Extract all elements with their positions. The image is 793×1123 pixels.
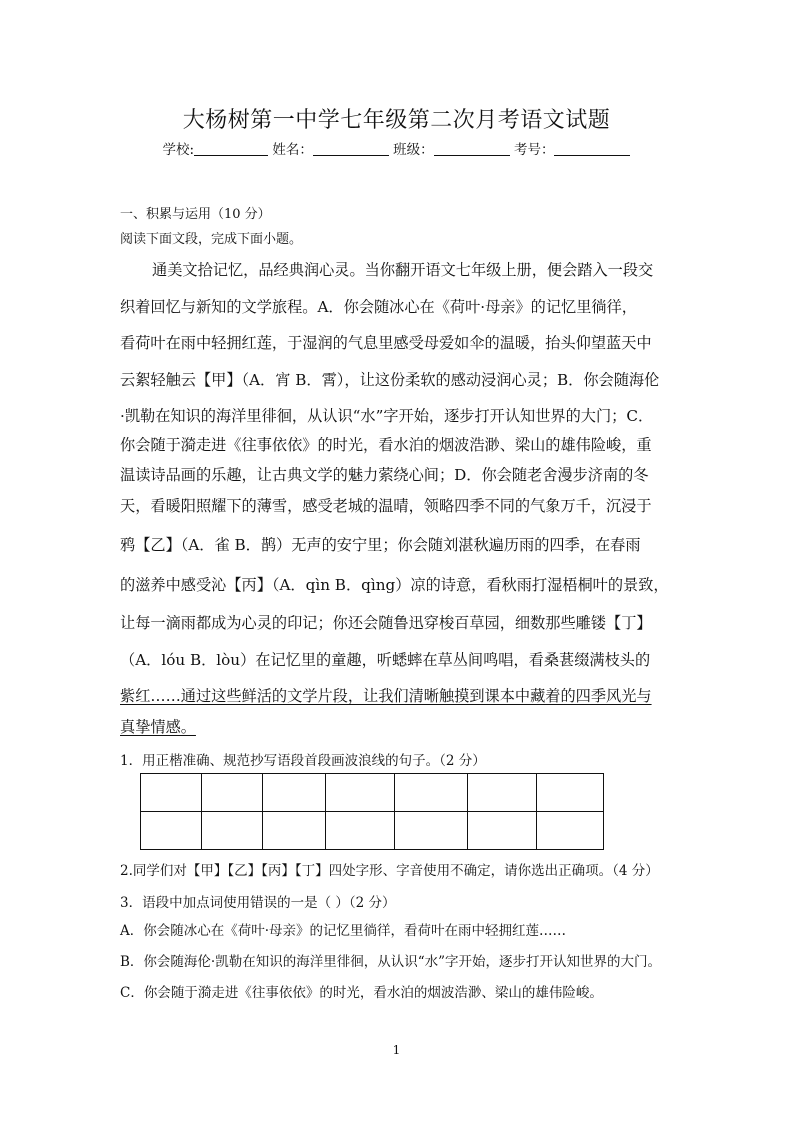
passage-line: 的滋养中感受沁【丙】（A．qìn B．qìng）凉的诗意，看秋雨打湿梧桐叶的景致， (120, 576, 669, 594)
student-info-line (0, 138, 793, 158)
grid-cell[interactable] (141, 774, 202, 812)
grid-cell[interactable] (202, 812, 263, 850)
grid-cell[interactable] (468, 812, 537, 850)
passage-line: 紫红……通过这些鲜活的文学片段，让我们清晰触摸到课本中藏着的四季风光与 (120, 687, 652, 705)
passage-line: 织着回忆与新知的文学旅程。A．你会随冰心在《荷叶·母亲》的记忆里徜徉， (120, 298, 637, 316)
option-c[interactable]: C．你会随于漪走进《往事依依》的时光，看水泊的烟波浩渺、梁山的雄伟险峻。 (120, 985, 603, 1001)
exam-no-label: 考号： (513, 142, 555, 158)
question-1: 1．用正楷准确、规范抄写语段首段画波浪线的句子。（2 分） (120, 753, 486, 769)
class-label: 班级： (393, 142, 434, 158)
name-blank[interactable] (313, 141, 389, 156)
class-blank[interactable] (434, 141, 510, 156)
passage-line: 让每一滴雨都成为心灵的印记；你还会随鲁迅穿梭百草园，细数那些雕镂【丁】 (120, 614, 652, 632)
grid-row (141, 812, 604, 850)
exam-no-blank[interactable] (554, 141, 630, 156)
option-a[interactable]: A．你会随冰心在《荷叶·母亲》的记忆里徜徉，看荷叶在雨中轻拥红莲…… (120, 923, 567, 939)
school-blank[interactable] (194, 141, 268, 156)
grid-row (141, 774, 604, 812)
grid-cell[interactable] (141, 812, 202, 850)
grid-cell[interactable] (326, 774, 395, 812)
question-3: 3．语段中加点词使用错误的一是（ ）（2 分） (120, 895, 396, 911)
grid-cell[interactable] (468, 774, 537, 812)
passage-line: 云絮轻触云【甲】（A．宵 B．霄），让这份柔软的感动浸润心灵；B．你会随海伦 (120, 371, 660, 389)
grid-cell[interactable] (263, 812, 326, 850)
page-number: 1 (392, 1043, 401, 1057)
passage-line: 鸦【乙】（A．雀 B．鹊）无声的安宁里；你会随刘湛秋遍历雨的四季，在春雨 (120, 536, 641, 554)
passage-line: 通美文拾记忆，品经典润心灵。当你翻开语文七年级上册，便会踏入一段交 (152, 261, 654, 279)
section-instruction: 阅读下面文段，完成下面小题。 (120, 232, 303, 247)
grid-cell[interactable] (326, 812, 395, 850)
question-2: 2.同学们对【甲】【乙】【丙】【丁】四处字形、字音使用不确定，请你选出正确项。（4 分） (120, 863, 659, 879)
passage-line: 看荷叶在雨中轻拥红莲，于湿润的气息里感受母爱如伞的温暖，抬头仰望蓝天中 (120, 334, 652, 352)
passage-line: 天，看暖阳照耀下的薄雪，感受老城的温晴，领略四季不同的气象万千，沉浸于 (120, 497, 652, 515)
passage-line: 温读诗品画的乐趣，让古典文学的魅力萦绕心间；D．你会随老舍漫步济南的冬 (120, 466, 649, 484)
grid-cell[interactable] (395, 774, 468, 812)
grid-cell[interactable] (537, 774, 604, 812)
passage-line: 真挚情感。 (120, 718, 196, 736)
name-label: 姓名： (272, 142, 313, 158)
passage-line: 你会随于漪走进《往事依依》的时光，看水泊的烟波浩渺、梁山的雄伟险峻，重 (120, 436, 652, 454)
passage-line: （A．lóu B．lòu）在记忆里的童趣，听蟋蟀在草丛间鸣唱，看桑葚缀满枝头的 (120, 651, 651, 669)
grid-cell[interactable] (263, 774, 326, 812)
option-b[interactable]: B．你会随海伦·凯勒在知识的海洋里徘徊，从认识“水”字开始，逐步打开认知世界的大门。 (120, 954, 662, 970)
exam-title: 大杨树第一中学七年级第二次月考语文试题 (182, 108, 611, 133)
copy-writing-grid (140, 773, 604, 850)
grid-cell[interactable] (202, 774, 263, 812)
grid-cell[interactable] (395, 812, 468, 850)
passage-line: ·凯勒在知识的海洋里徘徊，从认识“水”字开始，逐步打开认知世界的大门；C． (120, 407, 654, 425)
school-label: 学校: (162, 142, 195, 158)
section-heading: 一、积累与运用（10 分） (120, 207, 271, 222)
grid-cell[interactable] (537, 812, 604, 850)
